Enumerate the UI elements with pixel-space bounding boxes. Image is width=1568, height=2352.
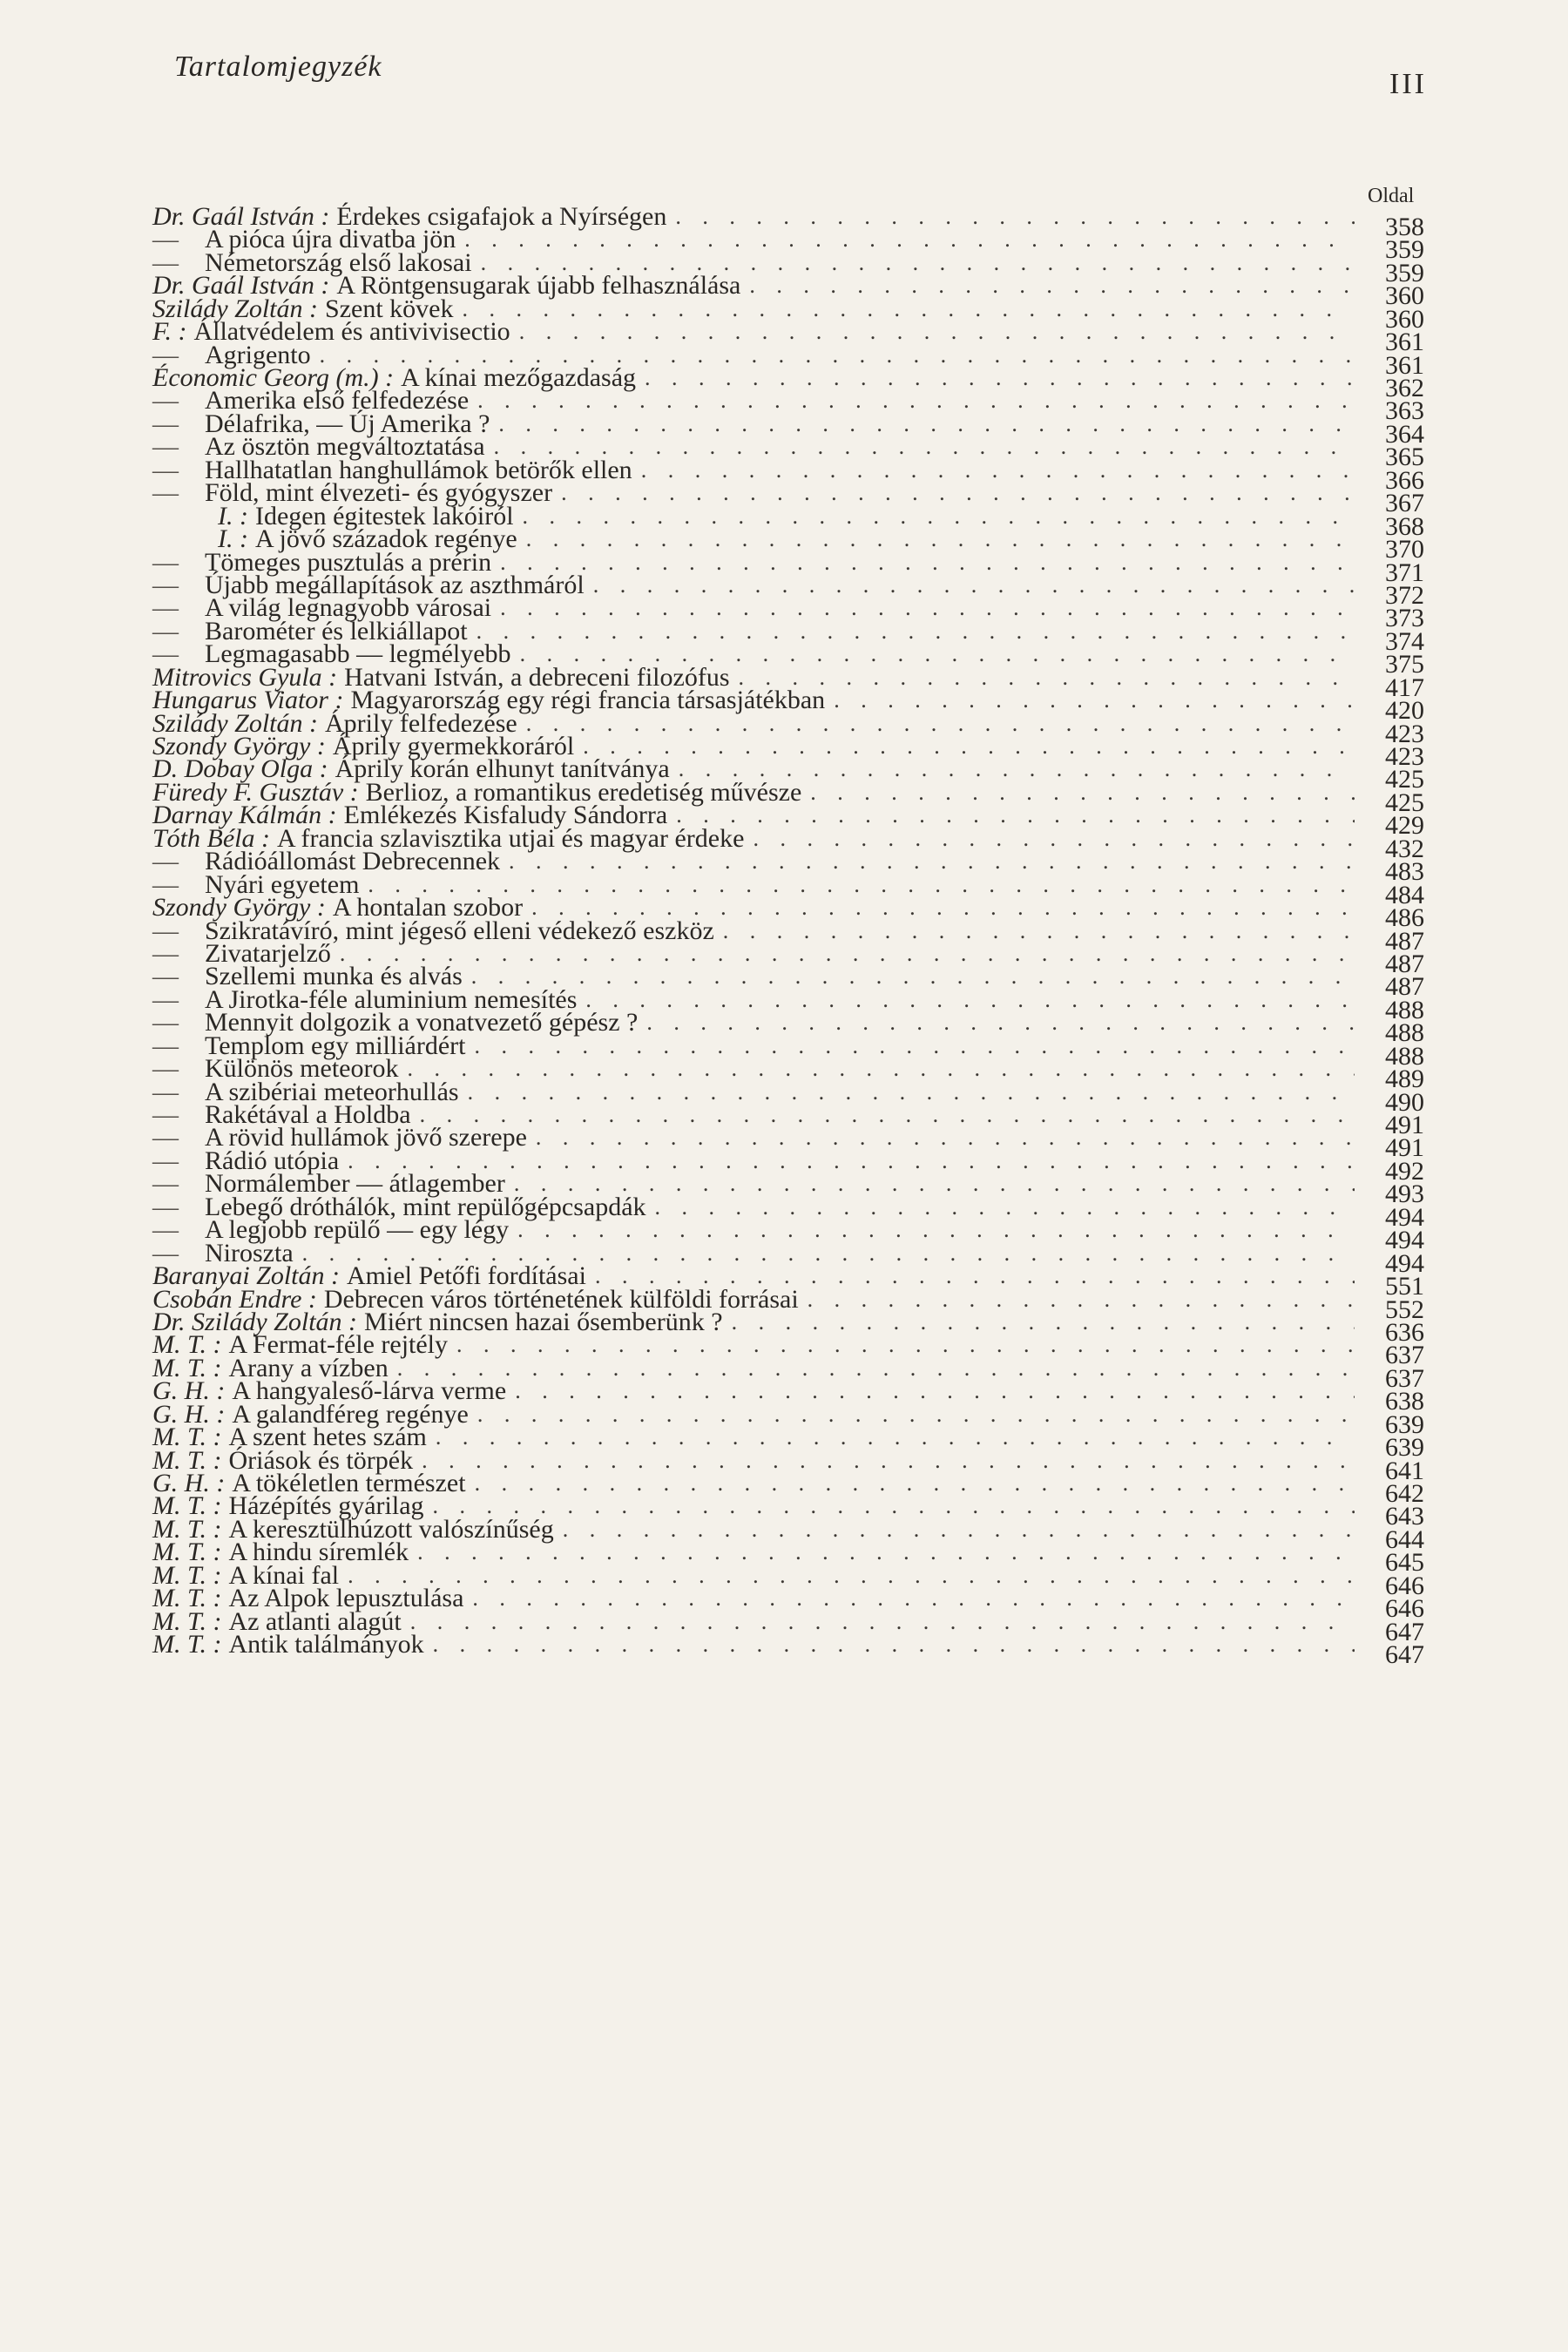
entry-author: Darnay Kálmán :: [152, 801, 337, 830]
ditto-dash: —: [152, 1054, 179, 1084]
entry-title: Délafrika, — Új Amerika ?: [205, 409, 490, 438]
ditto-dash: —: [152, 478, 179, 508]
entry-page-number: 636: [1385, 1317, 1424, 1347]
entry-title: Hallhatatlan hanghullámok betörők ellen: [205, 455, 632, 484]
entry-page-number: 493: [1385, 1179, 1424, 1209]
entry-title: Niroszta: [205, 1238, 294, 1267]
ditto-dash: —: [152, 616, 179, 645]
entry-title: Szent kövek: [325, 294, 454, 323]
entry-title: A szibériai meteorhullás: [205, 1077, 459, 1106]
ditto-dash: —: [152, 1008, 179, 1037]
entry-title: Templom egy milliárdért: [205, 1031, 466, 1060]
entry-page-number: 420: [1385, 696, 1424, 726]
dot-leader: [517, 1219, 1355, 1241]
dot-leader: [477, 1403, 1355, 1426]
entry-page-number: 429: [1385, 811, 1424, 841]
entry-page-number: 491: [1385, 1133, 1424, 1163]
entry-title: Idegen égitestek lakóiról: [254, 501, 514, 531]
ditto-dash: —: [152, 340, 179, 369]
ditto-dash: —: [152, 1100, 179, 1130]
entry-author: Szondy György :: [152, 732, 326, 761]
entry-page-number: 487: [1385, 926, 1424, 956]
entry-author: Szilády Zoltán :: [152, 294, 319, 323]
dot-leader: [723, 920, 1355, 943]
entry-title: Lebegő dróthálók, mint repülőgépcsapdák: [205, 1192, 646, 1221]
dot-leader: [732, 1311, 1355, 1334]
entry-author: Csobán Endre :: [152, 1284, 317, 1314]
entry-page-number: 637: [1385, 1341, 1424, 1370]
entry-page-number: 370: [1385, 535, 1424, 564]
dot-leader: [476, 620, 1355, 643]
entry-author: Baranyai Zoltán :: [152, 1261, 340, 1291]
ditto-dash: —: [152, 1031, 179, 1060]
ditto-dash: —: [152, 1238, 179, 1267]
dot-leader: [468, 1081, 1355, 1104]
entry-author: M. T. :: [152, 1630, 222, 1659]
dot-leader: [655, 1196, 1355, 1219]
entry-title: Legmagasabb — legmélyebb: [205, 639, 511, 669]
ditto-dash: —: [152, 225, 179, 254]
entry-title: Amiel Petőfi fordításai: [347, 1261, 586, 1291]
entry-author: I. :: [218, 524, 248, 554]
dot-leader: [410, 1611, 1355, 1633]
page-number: III: [1389, 68, 1427, 100]
entry-title: A világ legnagyobb városai: [205, 593, 492, 623]
entry-title: Agrigento: [205, 340, 311, 369]
entry-page-number: 360: [1385, 304, 1424, 334]
ditto-dash: —: [152, 1215, 179, 1245]
dot-leader: [417, 1541, 1355, 1564]
dot-leader: [464, 228, 1355, 251]
entry-title: Óriások és törpék: [228, 1445, 414, 1475]
dot-leader: [420, 1104, 1355, 1126]
dot-leader: [753, 828, 1355, 850]
ditto-dash: —: [152, 1169, 179, 1199]
entry-title: Berlioz, a romantikus eredetiség művésze: [365, 777, 802, 807]
entry-page-number: 490: [1385, 1087, 1424, 1117]
entry-page-number: 638: [1385, 1387, 1424, 1416]
ditto-dash: —: [152, 962, 179, 991]
entry-author: G. H. :: [152, 1399, 226, 1429]
dot-leader: [526, 528, 1355, 551]
entry-author: D. Dobay Olga :: [152, 754, 328, 784]
entry-author: M. T. :: [152, 1584, 222, 1613]
ditto-dash: —: [152, 455, 179, 484]
dot-leader: [475, 1472, 1355, 1495]
entry-page-number: 489: [1385, 1064, 1424, 1094]
entry-page-number: 374: [1385, 626, 1424, 656]
entry-page-number: 486: [1385, 903, 1424, 933]
entry-page-number: 487: [1385, 949, 1424, 978]
entry-page-number: 423: [1385, 719, 1424, 748]
entry-page-number: 363: [1385, 396, 1424, 426]
dot-leader: [523, 505, 1355, 528]
entry-title: Az Alpok lepusztulása: [228, 1584, 464, 1613]
entry-page-number: 417: [1385, 672, 1424, 702]
ditto-dash: —: [152, 432, 179, 462]
entry-author: M. T. :: [152, 1330, 222, 1360]
entry-page-number: 494: [1385, 1248, 1424, 1278]
dot-leader: [561, 482, 1355, 504]
table-of-contents: [152, 201, 1424, 1670]
entry-title: Rakétával a Holdba: [205, 1100, 411, 1130]
dot-leader: [749, 274, 1355, 297]
entry-title: Tömeges pusztulás a prérin: [205, 547, 492, 577]
dot-leader: [509, 850, 1355, 873]
entry-title: A tökéletlen természet: [232, 1469, 466, 1498]
dot-leader: [593, 574, 1355, 597]
entry-page-number: 368: [1385, 511, 1424, 541]
entry-page-number: 372: [1385, 580, 1424, 610]
dot-leader: [645, 367, 1355, 389]
entry-title: Nyári egyetem: [205, 869, 360, 899]
entry-title: A francia szlavisztika utjai és magyar érdeke: [277, 823, 745, 853]
dot-leader: [436, 1426, 1355, 1449]
entry-page-number: 425: [1385, 787, 1424, 817]
dot-leader: [536, 1126, 1355, 1149]
entry-author: Füredy F. Gusztáv :: [152, 777, 359, 807]
entry-author: M. T. :: [152, 1514, 222, 1544]
dot-leader: [676, 804, 1355, 827]
dot-leader: [475, 1035, 1355, 1058]
entry-title: Állatvédelem és antivivisectio: [193, 317, 510, 347]
entry-title: Áprily felfedezése: [325, 708, 517, 738]
entry-page-number: 494: [1385, 1202, 1424, 1232]
entry-title: Áprily gyermekkoráról: [332, 732, 575, 761]
dot-leader: [477, 389, 1355, 412]
entry-page-number: 361: [1385, 328, 1424, 357]
entry-author: Szilády Zoltán :: [152, 708, 319, 738]
ditto-dash: —: [152, 1192, 179, 1221]
entry-page-number: 488: [1385, 1041, 1424, 1071]
ditto-dash: —: [152, 593, 179, 623]
dot-leader: [433, 1495, 1355, 1517]
entry-page-number: 642: [1385, 1479, 1424, 1509]
entry-title: A pióca újra divatba jön: [205, 225, 456, 254]
entry-page-number: 487: [1385, 972, 1424, 1002]
entry-author: Économic Georg (m.) :: [152, 363, 395, 393]
entry-title: A Fermat-féle rejtély: [228, 1330, 449, 1360]
entry-title: A szent hetes szám: [228, 1423, 427, 1452]
dot-leader: [348, 1565, 1355, 1587]
entry-title: A Röntgensugarak újabb felhasználása: [336, 271, 741, 301]
entry-title: A legjobb repülő — egy légy: [205, 1215, 510, 1245]
entry-title: Föld, mint élvezeti- és gyógyszer: [205, 478, 553, 508]
entry-page-number: 360: [1385, 281, 1424, 311]
entry-title: A keresztülhúzott valószínűség: [228, 1514, 554, 1544]
dot-leader: [646, 1011, 1355, 1034]
entry-title: A hangyaleső-lárva verme: [232, 1376, 507, 1406]
dot-leader: [519, 321, 1355, 343]
entry-page-number: 646: [1385, 1571, 1424, 1600]
entry-author: M. T. :: [152, 1560, 222, 1590]
entry-author: M. T. :: [152, 1423, 222, 1452]
ditto-dash: —: [152, 869, 179, 899]
ditto-dash: —: [152, 1077, 179, 1106]
entry-title: Különös meteorok: [205, 1054, 399, 1084]
entry-title: Antik találmányok: [228, 1630, 424, 1659]
ditto-dash: —: [152, 984, 179, 1014]
entry-title: Amerika első felfedezése: [205, 386, 470, 416]
entry-page-number: 647: [1385, 1617, 1424, 1646]
ditto-dash: —: [152, 847, 179, 876]
dot-leader: [808, 1288, 1355, 1311]
entry-author: Dr. Gaál István :: [152, 271, 330, 301]
ditto-dash: —: [152, 1123, 179, 1152]
ditto-dash: —: [152, 386, 179, 416]
dot-leader: [500, 597, 1355, 619]
entry-page-number: 637: [1385, 1363, 1424, 1393]
entry-page-number: 488: [1385, 1018, 1424, 1048]
entry-title: Hatvani István, a debreceni filozófus: [344, 662, 730, 692]
dot-leader: [407, 1058, 1355, 1080]
entry-title: Normálember — átlagember: [205, 1169, 505, 1199]
ditto-dash: —: [152, 409, 179, 438]
ditto-dash: —: [152, 570, 179, 599]
entry-title: Az atlanti alagút: [228, 1606, 402, 1636]
entry-page-number: 364: [1385, 419, 1424, 449]
entry-author: M. T. :: [152, 1491, 222, 1521]
dot-leader: [583, 735, 1355, 758]
entry-page-number: 647: [1385, 1640, 1424, 1670]
entry-author: Dr. Gaál István :: [152, 201, 330, 231]
entry-title: Barométer és lelkiállapot: [205, 616, 468, 645]
dot-leader: [462, 298, 1355, 321]
entry-title: Mennyit dolgozik a vonatvezető gépész ?: [205, 1008, 639, 1037]
entry-title: Rádió utópia: [205, 1146, 340, 1175]
entry-title: A galandféreg regénye: [232, 1399, 469, 1429]
ditto-dash: —: [152, 639, 179, 669]
entry-page-number: 365: [1385, 443, 1424, 472]
entry-page-number: 367: [1385, 489, 1424, 518]
entry-title: A jövő századok regénye: [254, 524, 517, 554]
entry-title: Magyarország egy régi francia társasjátékban: [350, 686, 826, 715]
ditto-dash: —: [152, 916, 179, 945]
entry-title: A kínai fal: [228, 1560, 340, 1590]
entry-page-number: 644: [1385, 1524, 1424, 1554]
dot-leader: [810, 781, 1355, 804]
entry-page-number: 491: [1385, 1111, 1424, 1140]
entry-page-number: 432: [1385, 834, 1424, 863]
entry-page-number: 551: [1385, 1272, 1424, 1301]
entry-title: Áprily korán elhunyt tanítványa: [335, 754, 670, 784]
entry-title: A kínai mezőgazdaság: [401, 363, 637, 393]
entry-page-number: 373: [1385, 604, 1424, 633]
entry-title: Szellemi munka és alvás: [205, 962, 463, 991]
dot-leader: [675, 206, 1355, 228]
entry-title: A hontalan szobor: [332, 893, 524, 923]
entry-page-number: 643: [1385, 1502, 1424, 1531]
entry-page-number: 645: [1385, 1548, 1424, 1578]
entry-page-number: 488: [1385, 995, 1424, 1024]
entry-author: M. T. :: [152, 1538, 222, 1567]
entry-page-number: 358: [1385, 212, 1424, 241]
dot-leader: [397, 1357, 1355, 1380]
entry-page-number: 359: [1385, 258, 1424, 287]
dot-leader: [471, 965, 1355, 988]
dot-leader: [526, 713, 1355, 735]
entry-author: Mitrovics Gyula :: [152, 662, 338, 692]
entry-title: A hindu síremlék: [228, 1538, 409, 1567]
ditto-dash: —: [152, 547, 179, 577]
entry-title: Házépítés gyárilag: [228, 1491, 424, 1521]
dot-leader: [433, 1633, 1355, 1656]
entry-title: Szikratávíró, mint jégeső elleni védekező eszköz: [205, 916, 714, 945]
dot-leader: [739, 666, 1355, 689]
dot-leader: [422, 1450, 1355, 1472]
dot-leader: [456, 1334, 1355, 1356]
entry-title: A Jirotka-féle aluminium nemesítés: [205, 984, 578, 1014]
dot-leader: [563, 1518, 1355, 1541]
entry-author: Dr. Szilády Zoltán :: [152, 1307, 358, 1336]
dot-leader: [500, 551, 1355, 574]
entry-page-number: 362: [1385, 374, 1424, 403]
entry-page-number: 484: [1385, 880, 1424, 909]
dot-leader: [340, 943, 1355, 965]
entry-page-number: 423: [1385, 742, 1424, 772]
entry-title: Németország első lakosai: [205, 247, 472, 277]
entry-page-number: 375: [1385, 650, 1424, 679]
entry-page-number: 361: [1385, 350, 1424, 380]
entry-title: Emlékezés Kisfaludy Sándorra: [343, 801, 668, 830]
entry-author: I. :: [218, 501, 248, 531]
entry-page-number: 646: [1385, 1594, 1424, 1624]
dot-leader: [834, 689, 1355, 712]
entry-page-number: 371: [1385, 558, 1424, 587]
entry-title: Rádióállomást Debrecennek: [205, 847, 501, 876]
entry-title: Miért nincsen hazai ősemberünk ?: [364, 1307, 723, 1336]
entry-author: G. H. :: [152, 1376, 226, 1406]
entry-page-number: 366: [1385, 465, 1424, 495]
entry-author: Hungarus Viator :: [152, 686, 344, 715]
entry-author: G. H. :: [152, 1469, 226, 1498]
entry-author: M. T. :: [152, 1353, 222, 1382]
dot-leader: [641, 459, 1355, 482]
entry-page-number: 639: [1385, 1409, 1424, 1439]
entry-page-number: 483: [1385, 857, 1424, 887]
entry-page-number: 639: [1385, 1433, 1424, 1463]
toc-entry: [152, 1630, 1424, 1670]
entry-author: F. :: [152, 317, 187, 347]
page-column-label: Oldal: [1368, 185, 1415, 207]
entry-author: Tóth Béla :: [152, 823, 270, 853]
ditto-dash: —: [152, 1146, 179, 1175]
running-title: Tartalomjegyzék: [174, 51, 382, 83]
entry-title: A rövid hullámok jövő szerepe: [205, 1123, 527, 1152]
entry-author: Szondy György :: [152, 893, 326, 923]
entry-page-number: 425: [1385, 765, 1424, 794]
entry-page-number: 552: [1385, 1294, 1424, 1324]
entry-page-number: 641: [1385, 1456, 1424, 1485]
entry-title: Az ösztön megváltoztatása: [205, 432, 485, 462]
entry-page-number: 359: [1385, 235, 1424, 265]
dot-leader: [585, 989, 1355, 1011]
entry-author: M. T. :: [152, 1606, 222, 1636]
entry-author: M. T. :: [152, 1445, 222, 1475]
dot-leader: [472, 1587, 1355, 1610]
dot-leader: [498, 413, 1355, 436]
ditto-dash: —: [152, 247, 179, 277]
entry-title: Érdekes csigafajok a Nyírségen: [336, 201, 667, 231]
entry-title: Újabb megállapítások az aszthmáról: [205, 570, 585, 599]
dot-leader: [515, 1380, 1355, 1402]
ditto-dash: —: [152, 938, 179, 968]
entry-page-number: 494: [1385, 1226, 1424, 1255]
entry-page-number: 492: [1385, 1156, 1424, 1186]
entry-title: Arany a vízben: [228, 1353, 389, 1382]
entry-title: Zivatarjelző: [205, 938, 331, 968]
entry-title: Debrecen város történetének külföldi forrásai: [323, 1284, 799, 1314]
